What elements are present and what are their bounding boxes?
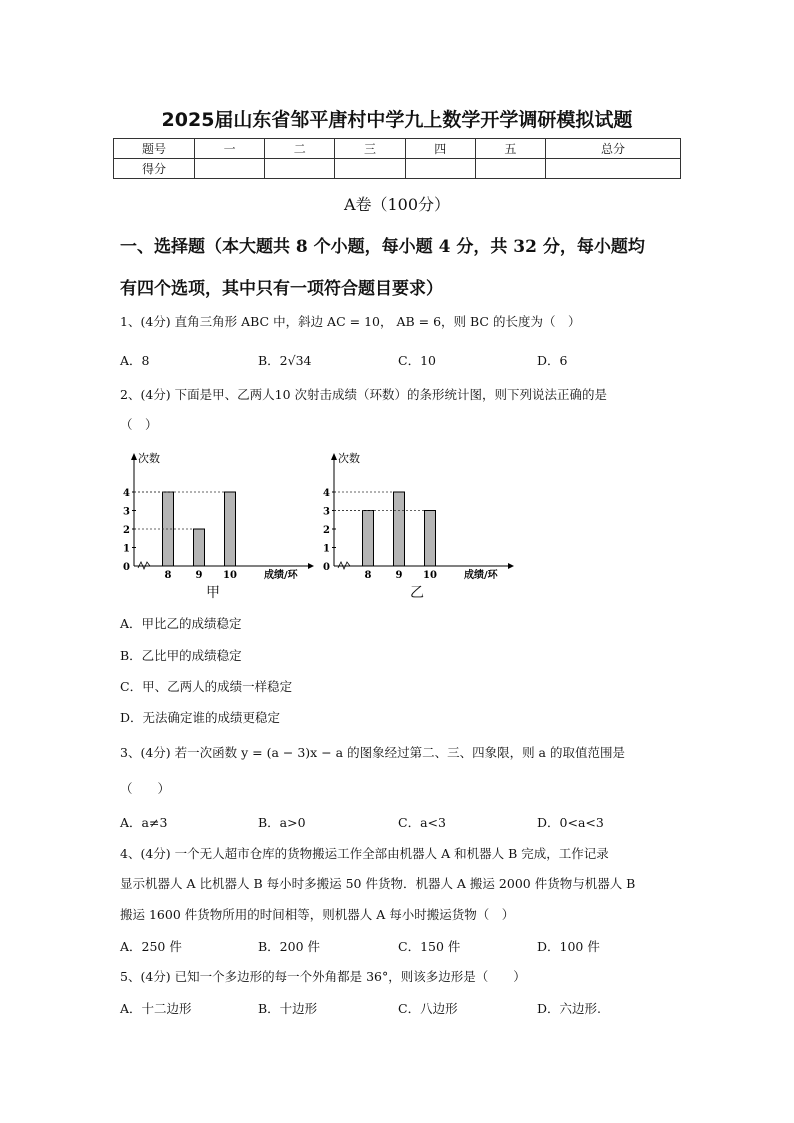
yi-y-arrow: [331, 453, 337, 460]
score-cell[interactable]: [546, 159, 681, 179]
chart-yi: [318, 448, 518, 598]
score-header-cell: 一: [195, 139, 265, 159]
jia-y-tick-label: 1: [123, 543, 130, 555]
q4-option-b[interactable]: B．200 件: [258, 939, 321, 954]
yi-y-tick-label: 1: [323, 543, 330, 555]
yi-y-tick-label: 4: [323, 488, 330, 499]
q3-option-b[interactable]: B．a>0: [258, 815, 306, 830]
question-3-text-line1: 3、(4分) 若一次函数 y = (a − 3)x − a 的图象经过第二、三、四象限，则 a 的取值范围是: [120, 745, 625, 760]
score-table-header-row: [114, 139, 681, 159]
q4-option-d[interactable]: D．100 件: [537, 939, 600, 954]
jia-x-arrow: [308, 563, 314, 569]
score-cell[interactable]: [265, 159, 335, 179]
score-header-cell: 三: [335, 139, 405, 159]
jia-x-tick-label: 8: [164, 570, 172, 581]
q1-option-a[interactable]: A．8: [120, 353, 150, 368]
q1-option-d[interactable]: D．6: [537, 353, 568, 368]
yi-y-label: 次数: [338, 452, 360, 465]
q2-option-b[interactable]: B．乙比甲的成绩稳定: [120, 648, 242, 663]
yi-bar: [425, 511, 436, 567]
q5-option-c[interactable]: C．八边形: [398, 1001, 458, 1016]
question-5-text: 5、(4分) 已知一个多边形的每一个外角都是 36°，则该多边形是（ ）: [120, 969, 526, 984]
jia-bar: [194, 529, 205, 566]
score-header-cell: 二: [265, 139, 335, 159]
section-a-heading: A卷（100分）: [343, 195, 451, 214]
score-header-cell: 四: [405, 139, 475, 159]
score-header-cell: 总分: [546, 139, 681, 159]
jia-y-tick-label: 4: [123, 488, 130, 499]
yi-y-tick-label: 0: [323, 562, 330, 573]
q3-option-a[interactable]: A．a≠3: [120, 815, 168, 830]
jia-y-label: 次数: [138, 452, 160, 465]
yi-y-tick-label: 3: [323, 506, 330, 518]
jia-y-tick-label: 2: [123, 525, 130, 536]
yi-x-label: 成绩/环: [464, 570, 498, 581]
part1-heading-line1: 一、选择题（本大题共 8 个小题，每小题 4 分，共 32 分，每小题均: [120, 237, 645, 257]
chart-yi-caption: 乙: [410, 585, 424, 601]
q2-option-d[interactable]: D．无法确定谁的成绩更稳定: [120, 710, 281, 725]
chart-jia: [118, 448, 318, 598]
yi-bar: [363, 511, 374, 567]
q3-option-c[interactable]: C．a<3: [398, 815, 446, 830]
jia-x-tick-label: 10: [223, 570, 237, 581]
q2-option-a[interactable]: A．甲比乙的成绩稳定: [120, 616, 242, 631]
yi-x-tick-label: 10: [423, 570, 437, 581]
q4-option-a[interactable]: A．250 件: [120, 939, 182, 954]
score-row-label: 得分: [114, 159, 195, 179]
question-4-text-line2: 显示机器人 A 比机器人 B 每小时多搬运 50 件货物．机器人 A 搬运 2000 件货物与机器人 B: [120, 876, 636, 891]
jia-y-tick-label: 0: [123, 562, 130, 573]
question-3-text-line2: （ ）: [120, 781, 171, 796]
yi-y-tick-label: 2: [323, 525, 330, 536]
score-table: [113, 138, 681, 179]
score-header-cell: 题号: [114, 139, 195, 159]
q4-option-c[interactable]: C．150 件: [398, 939, 461, 954]
part1-heading-line2: 有四个选项，其中只有一项符合题目要求）: [120, 279, 443, 299]
jia-y-tick-label: 3: [123, 506, 130, 518]
score-cell[interactable]: [335, 159, 405, 179]
jia-x-tick-label: 9: [195, 570, 203, 581]
question-1-text: 1、(4分) 直角三角形 ABC 中，斜边 AC = 10， AB = 6，则 BC 的长度为（ ）: [120, 314, 581, 329]
q5-option-d[interactable]: D．六边形.: [537, 1001, 601, 1016]
yi-x-tick-label: 9: [395, 570, 403, 581]
exam-title: 2025届山东省邹平唐村中学九上数学开学调研模拟试题: [161, 109, 633, 131]
score-cell[interactable]: [195, 159, 265, 179]
jia-x-label: 成绩/环: [264, 570, 298, 581]
question-4-text-line1: 4、(4分) 一个无人超市仓库的货物搬运工作全部由机器人 A 和机器人 B 完成，工作记录: [120, 846, 609, 861]
question-2-text-line2: （ ）: [120, 417, 158, 432]
score-table-row: [114, 159, 681, 179]
q3-option-d[interactable]: D．0<a<3: [537, 815, 604, 830]
q5-option-a[interactable]: A．十二边形: [120, 1001, 192, 1016]
chart-jia-caption: 甲: [206, 585, 220, 601]
yi-bar: [394, 492, 405, 566]
q1-option-b[interactable]: B．2√34: [258, 353, 312, 368]
q1-option-c[interactable]: C．10: [398, 353, 436, 368]
score-header-cell: 五: [475, 139, 545, 159]
score-cell[interactable]: [405, 159, 475, 179]
yi-x-arrow: [508, 563, 514, 569]
question-2-text-line1: 2、(4分) 下面是甲、乙两人10 次射击成绩（环数）的条形统计图，则下列说法正确的是: [120, 387, 608, 402]
question-4-text-line3: 搬运 1600 件货物所用的时间相等，则机器人 A 每小时搬运货物（ ）: [120, 907, 515, 922]
q5-option-b[interactable]: B．十边形: [258, 1001, 318, 1016]
yi-x-tick-label: 8: [364, 570, 372, 581]
jia-y-arrow: [131, 453, 137, 460]
jia-bar: [225, 492, 236, 566]
score-cell[interactable]: [475, 159, 545, 179]
q2-option-c[interactable]: C．甲、乙两人的成绩一样稳定: [120, 679, 293, 694]
